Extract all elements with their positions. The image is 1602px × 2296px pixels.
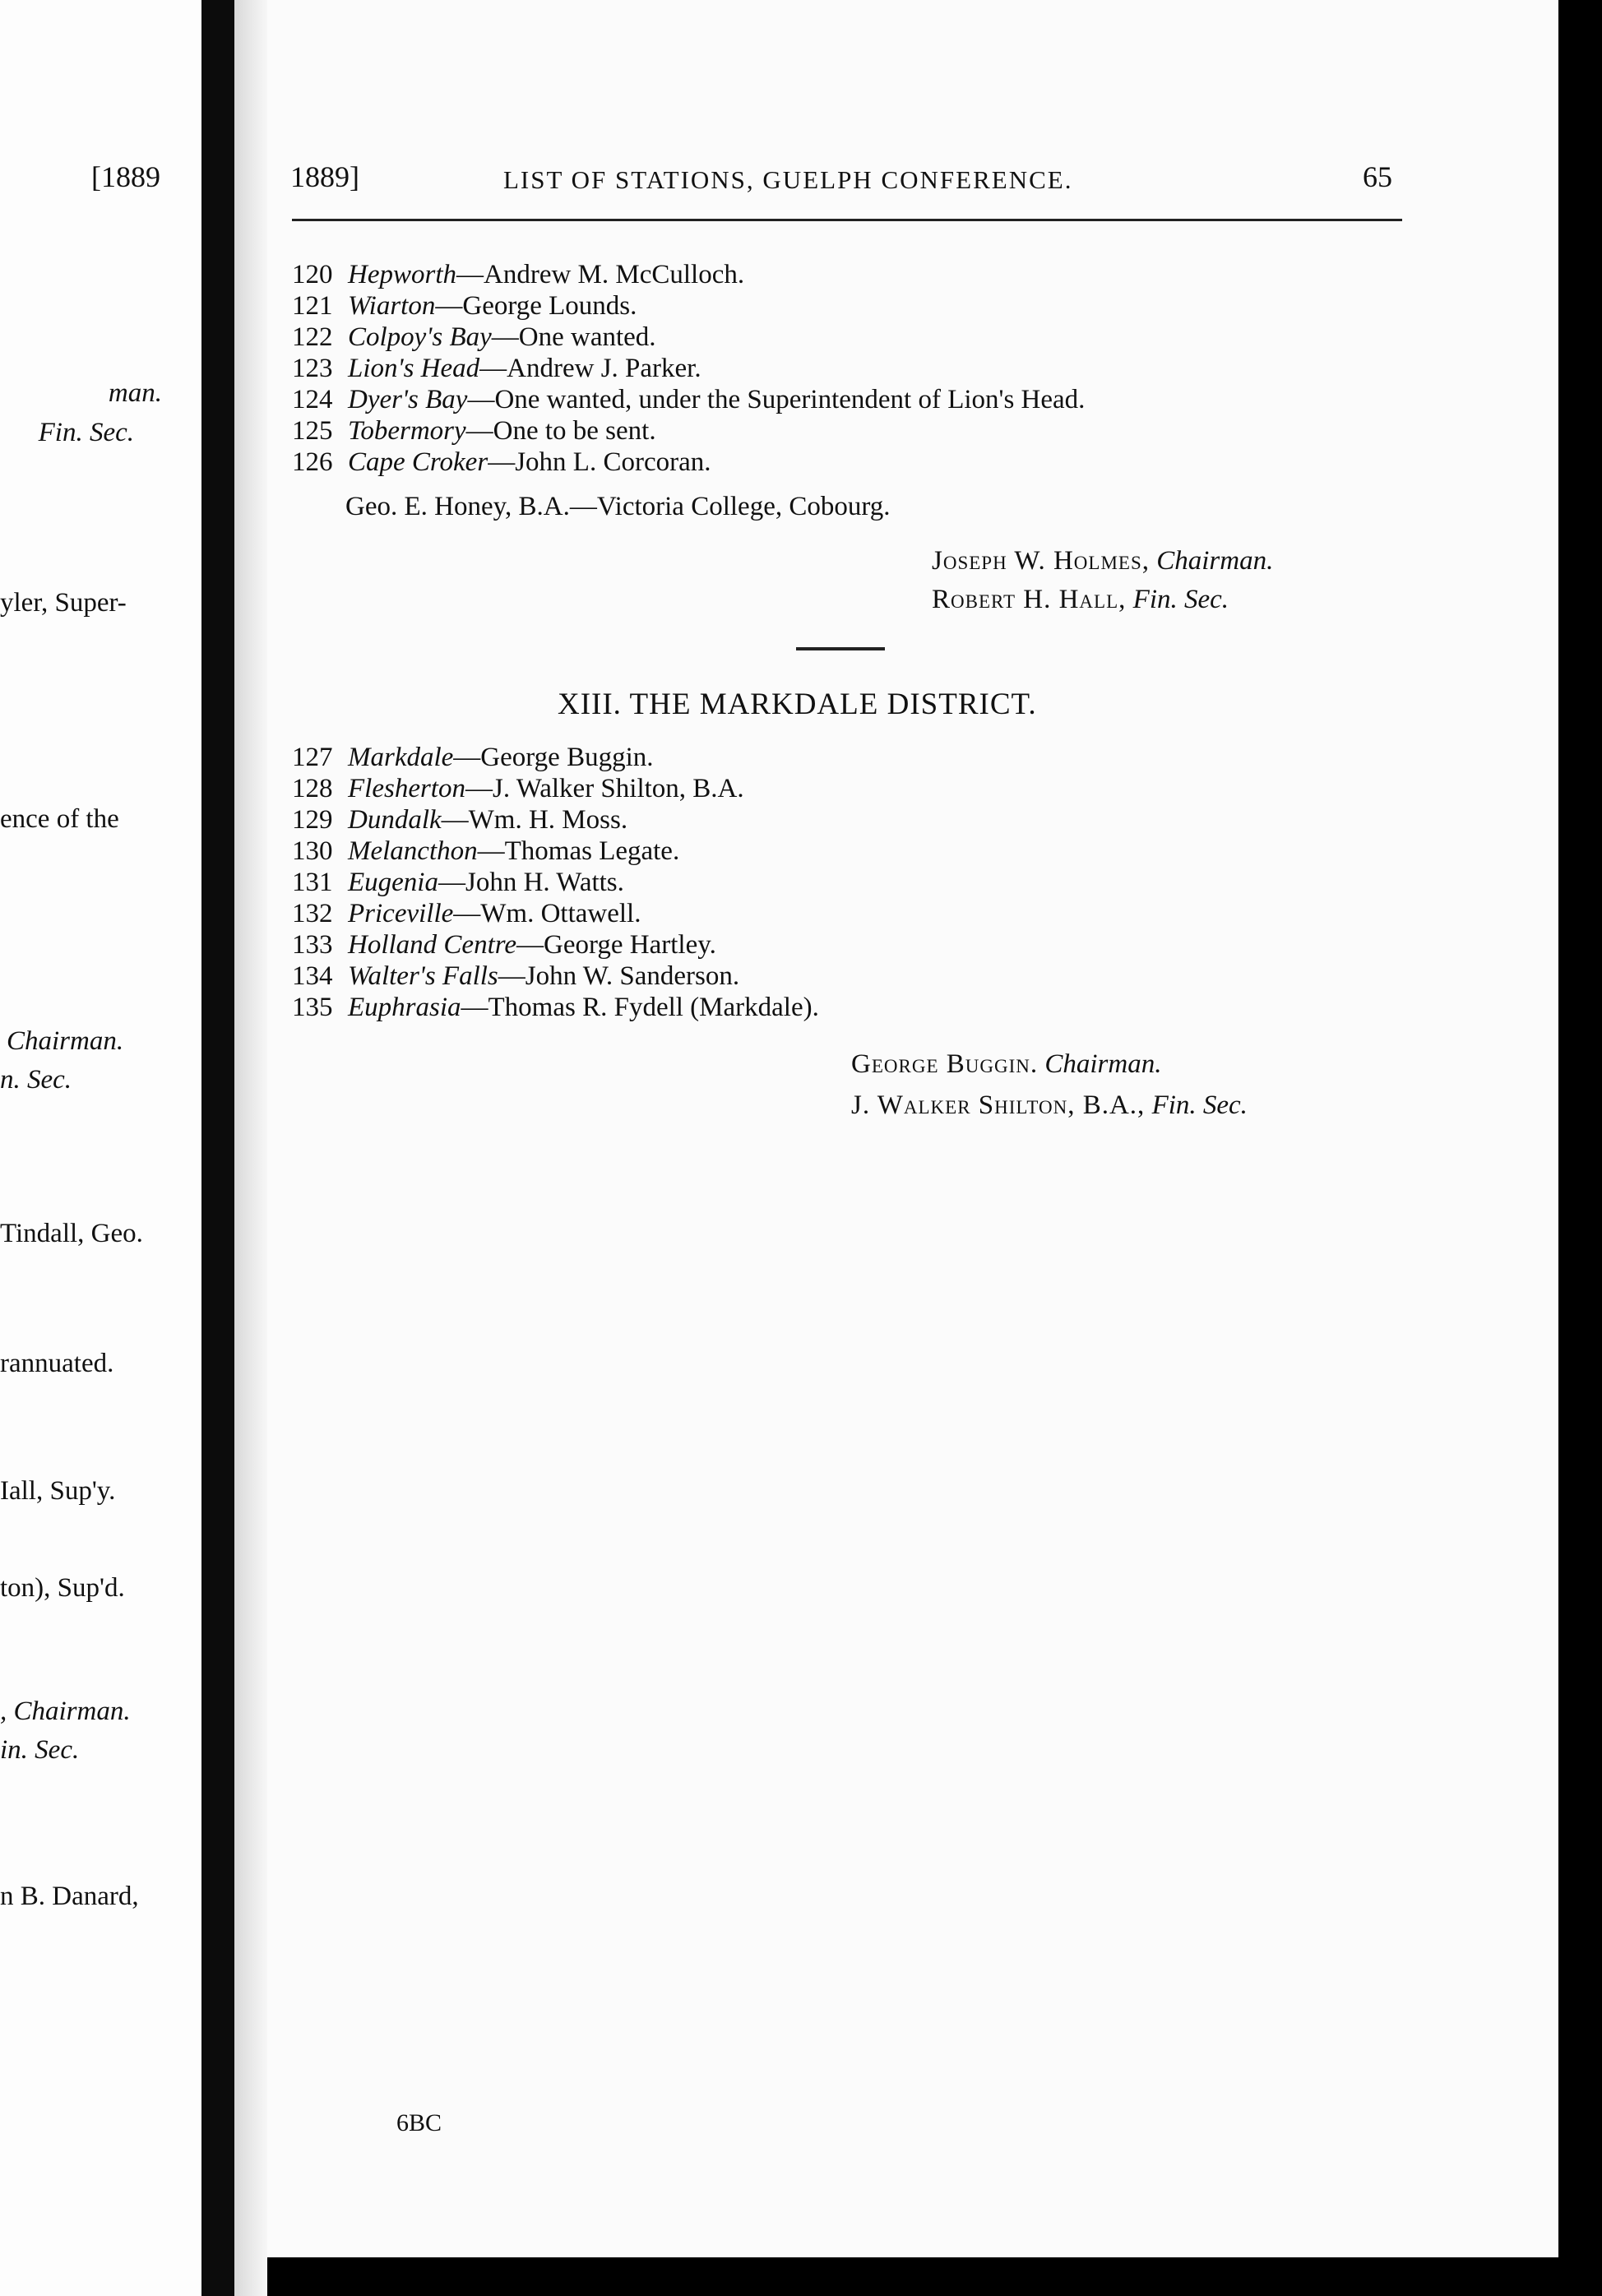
left-fragment: , Chairman. <box>0 1697 131 1726</box>
station-entry: 123 Lion's Head—Andrew J. Parker. <box>292 354 701 383</box>
fin-sec-signature: J. Walker Shilton, B.A., Fin. Sec. <box>851 1090 1248 1120</box>
station-entry: 131 Eugenia—John H. Watts. <box>292 868 624 897</box>
station-entry: 125 Tobermory—One to be sent. <box>292 416 656 446</box>
station-list-markdale <box>292 742 819 1023</box>
station-entry: 120 Hepworth—Andrew M. McCulloch. <box>292 260 745 289</box>
left-fragment: Chairman. <box>7 1026 124 1056</box>
chairman-signature: George Buggin. Chairman. <box>851 1049 1162 1079</box>
gutter-shadow <box>234 0 267 2296</box>
station-entry: 130 Melancthon—Thomas Legate. <box>292 836 680 866</box>
left-fragment: n. Sec. <box>0 1065 72 1095</box>
fin-sec-signature: Robert H. Hall, Fin. Sec. <box>932 585 1229 614</box>
left-fragment: Tindall, Geo. <box>0 1219 143 1248</box>
left-fragment: man. <box>108 378 162 408</box>
left-fragment: yler, Super- <box>0 588 127 618</box>
printer-signature-mark: 6BC <box>396 2109 442 2136</box>
station-entry: 124 Dyer's Bay—One wanted, under the Superintendent of Lion's Head. <box>292 385 1086 414</box>
station-entry: 134 Walter's Falls—John W. Sanderson. <box>292 961 740 991</box>
book-gutter <box>201 0 234 2296</box>
district-heading: XIII. THE MARKDALE DISTRICT. <box>558 687 1037 721</box>
left-fragment: in. Sec. <box>0 1735 80 1765</box>
header-rule <box>292 219 1402 221</box>
station-entry: 129 Dundalk—Wm. H. Moss. <box>292 805 628 835</box>
page-title: LIST OF STATIONS, GUELPH CONFERENCE. <box>503 165 1073 194</box>
left-fragment: Fin. Sec. <box>38 418 134 447</box>
left-fragment: rannuated. <box>0 1349 114 1378</box>
left-fragment: n B. Danard, <box>0 1882 139 1911</box>
special-appointment: Geo. E. Honey, B.A.—Victoria College, Cobourg. <box>345 492 891 521</box>
page-edge <box>1558 0 1602 2296</box>
station-entry: 128 Flesherton—J. Walker Shilton, B.A. <box>292 774 744 803</box>
left-fragment: ton), Sup'd. <box>0 1573 125 1603</box>
station-entry: 122 Colpoy's Bay—One wanted. <box>292 322 656 352</box>
left-page-header: [1889 <box>91 160 160 193</box>
page-number: 65 <box>1363 160 1392 193</box>
station-entry: 127 Markdale—George Buggin. <box>292 743 654 772</box>
station-entry: 133 Holland Centre—George Hartley. <box>292 930 716 960</box>
left-fragment: ence of the <box>0 804 119 834</box>
station-entry: 135 Euphrasia—Thomas R. Fydell (Markdale). <box>292 993 819 1022</box>
station-list-guelph <box>292 259 1085 478</box>
station-entry: 126 Cape Croker—John L. Corcoran. <box>292 447 711 477</box>
left-fragment: Iall, Sup'y. <box>0 1476 116 1506</box>
left-page-fragment <box>0 0 201 2296</box>
chairman-signature: Joseph W. Holmes, Chairman. <box>932 546 1274 576</box>
section-divider <box>796 647 885 650</box>
station-entry: 121 Wiarton—George Lounds. <box>292 291 637 321</box>
station-entry: 132 Priceville—Wm. Ottawell. <box>292 899 641 928</box>
header-year: 1889] <box>290 160 359 193</box>
